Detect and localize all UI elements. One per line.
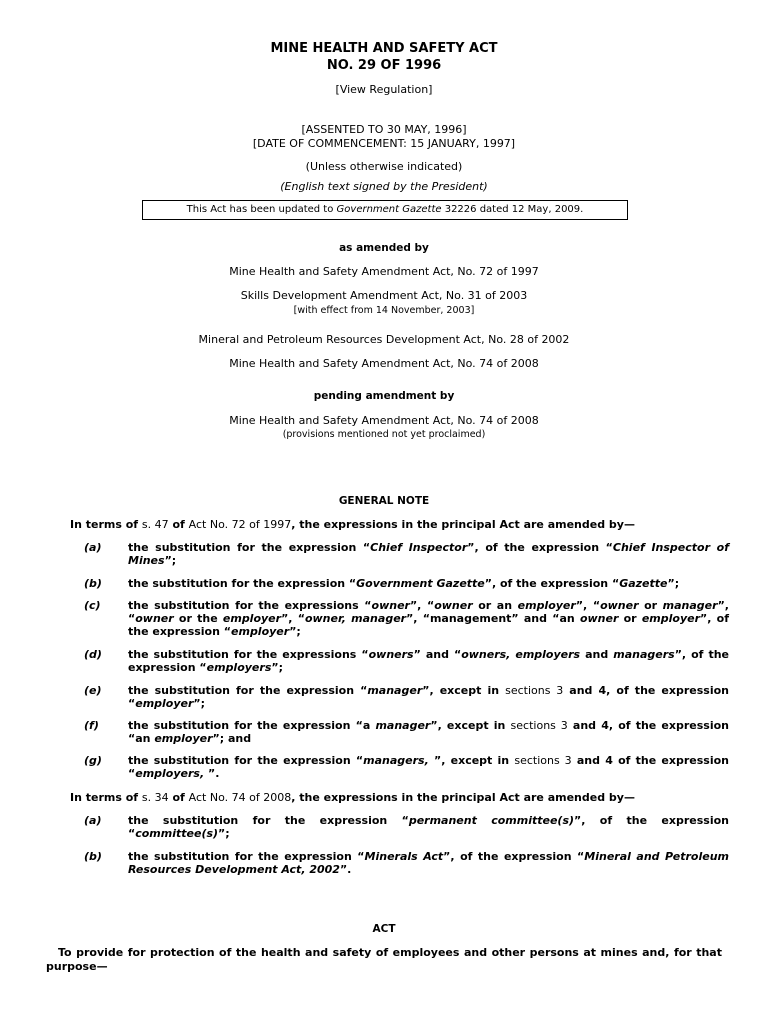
expression-term: owner xyxy=(434,599,473,612)
amendment-text: ”; xyxy=(289,625,301,638)
expression-term: employer xyxy=(222,612,282,625)
amendment-item-text xyxy=(128,648,729,674)
amendment-text: ”, of the expression “ xyxy=(443,850,585,863)
amendment-text: the substitution for the expression “ xyxy=(128,754,364,767)
intro-text: , the expressions in the principal Act are amended by— xyxy=(291,518,635,531)
amendment-text: ”, “ xyxy=(281,612,305,625)
amendment-item-label: (c) xyxy=(84,599,101,612)
amendment-item xyxy=(84,850,729,876)
amendment-item-label: (e) xyxy=(84,684,102,697)
amendment-text: the substitution for the expression “ xyxy=(128,850,365,863)
amendment-text: ”; xyxy=(271,661,284,674)
expression-term: employers xyxy=(206,661,272,674)
expression-term: owner xyxy=(579,612,619,625)
section-ref[interactable]: s. 34 xyxy=(141,791,169,804)
intro-text: , the expressions in the principal Act are amended by— xyxy=(291,791,635,804)
amendment-item-label: (d) xyxy=(84,648,102,661)
amendment-text: the substitution for the expression “ xyxy=(128,684,368,697)
general-note-heading: GENERAL NOTE xyxy=(338,495,430,507)
amendment-text: ”, “ xyxy=(575,599,601,612)
general-note-intro xyxy=(70,518,730,532)
amendment-item-text xyxy=(128,684,729,710)
amendment-item-label: (a) xyxy=(84,541,102,554)
expression-term: employer xyxy=(517,599,576,612)
expression-term: owners, employers xyxy=(461,648,581,661)
amending-act[interactable]: Mine Health and Safety Amendment Act, No. 74 of 2008 xyxy=(229,357,539,370)
amendment-item xyxy=(84,814,729,840)
amending-act[interactable]: Skills Development Amendment Act, No. 31 of 2003 xyxy=(240,289,528,302)
act-ref[interactable]: Act No. 72 of 1997 xyxy=(188,518,292,531)
amendment-item-text xyxy=(128,850,729,876)
expression-term: Government Gazette xyxy=(356,577,485,590)
amendment-item-text xyxy=(128,719,729,745)
update-prefix: This Act has been updated to xyxy=(186,204,337,215)
section-ref[interactable]: sections 3 xyxy=(510,719,568,732)
amendment-item-label: (b) xyxy=(84,850,102,863)
pending-note: (provisions mentioned not yet proclaimed) xyxy=(282,429,486,440)
update-gazette: Government Gazette xyxy=(336,204,442,215)
amendment-text: ”, “ xyxy=(409,599,435,612)
amendment-text: ”; and xyxy=(212,732,252,745)
amendment-text: the substitution for the expression “ xyxy=(128,541,371,554)
expression-term: committee(s) xyxy=(135,827,219,840)
act-title-line1: MINE HEALTH AND SAFETY ACT xyxy=(270,41,498,56)
expression-term: owner xyxy=(600,599,639,612)
expression-term: employer xyxy=(135,697,194,710)
intro-text: In terms of xyxy=(70,518,142,531)
expression-term: permanent committee(s) xyxy=(408,814,575,827)
amendment-text: and 4 of the expression “ xyxy=(128,754,730,780)
act-title xyxy=(0,40,768,74)
amendment-text: ”; xyxy=(667,577,680,590)
amendment-item-label: (g) xyxy=(84,754,102,767)
amendment-text: ”; xyxy=(193,697,206,710)
act-title-line2: NO. 29 OF 1996 xyxy=(326,58,442,73)
update-suffix: 32226 dated 12 May, 2009. xyxy=(441,204,584,215)
expression-term: employer xyxy=(641,612,701,625)
amendment-text: ”, of the expression “ xyxy=(128,612,729,638)
expression-term: employer xyxy=(231,625,290,638)
unless-indicated: (Unless otherwise indicated) xyxy=(305,160,463,173)
intro-text: In terms of xyxy=(70,791,142,804)
amendment-text: ”, except in xyxy=(430,719,511,732)
section-ref[interactable]: s. 47 xyxy=(141,518,169,531)
intro-text: of xyxy=(168,518,189,531)
amendment-item-label: (f) xyxy=(84,719,99,732)
expression-term: owners xyxy=(368,648,414,661)
expression-term: managers xyxy=(613,648,675,661)
amendment-item xyxy=(84,719,729,745)
act-heading: ACT xyxy=(372,923,396,935)
expression-term: employers, xyxy=(135,767,208,780)
amendment-text: ”. xyxy=(207,767,220,780)
amendment-text: ” and “ xyxy=(413,648,462,661)
amendment-text: ”; xyxy=(164,554,177,567)
amendment-text: ”, of the expression “ xyxy=(128,814,729,840)
amendment-text: the substitution for the expression “a xyxy=(128,719,376,732)
section-ref[interactable]: sections 3 xyxy=(505,684,564,697)
amendment-item xyxy=(84,684,729,710)
amendment-text: the substitution for the expressions “ xyxy=(128,648,369,661)
amendment-item-text xyxy=(128,541,729,567)
expression-term: owner xyxy=(371,599,410,612)
amendment-text: ”, of the expression “ xyxy=(484,577,620,590)
amendment-text: ”, except in xyxy=(422,684,506,697)
amendment-text: ”, of the expression “ xyxy=(467,541,613,554)
expression-term: owner xyxy=(135,612,174,625)
amendment-text: ”, “management” and “an xyxy=(406,612,580,625)
amendment-item xyxy=(84,648,729,674)
pending-act[interactable]: Mine Health and Safety Amendment Act, No. 74 of 2008 xyxy=(229,414,539,427)
expression-term: manager xyxy=(367,684,423,697)
amendment-item-text xyxy=(128,814,729,840)
amendment-item-text xyxy=(128,754,729,780)
expression-term: Minerals Act xyxy=(364,850,444,863)
amendment-item-text xyxy=(128,599,729,638)
amending-act-effect: [with effect from 14 November, 2003] xyxy=(293,305,475,316)
amendment-text: ”; xyxy=(218,827,230,840)
amendment-item xyxy=(84,599,729,638)
amendment-text: ”, of the expression “ xyxy=(128,648,730,674)
amendment-text: ”, “ xyxy=(128,599,729,625)
amendment-item xyxy=(84,754,729,780)
amendment-item-label: (a) xyxy=(84,814,102,827)
act-preamble: To provide for protection of the health and safety of employees and other persons at mines and, for that purpose— xyxy=(46,946,722,973)
amendment-text: the substitution for the expressions “ xyxy=(128,599,372,612)
expression-term: Chief Inspector xyxy=(370,541,468,554)
view-regulation-row xyxy=(0,83,768,96)
amendment-item-label: (b) xyxy=(84,577,102,590)
amendment-text: or xyxy=(618,612,642,625)
expression-term: manager xyxy=(662,599,718,612)
commencement-date: [DATE OF COMMENCEMENT: 15 JANUARY, 1997] xyxy=(252,137,516,150)
expression-term: Mineral and Petroleum Resources Development Act, 2002 xyxy=(128,850,730,876)
update-notice-box xyxy=(142,200,628,220)
view-regulation-link[interactable]: [View Regulation] xyxy=(335,83,433,96)
amendment-text: ”, except in xyxy=(434,754,515,767)
amendment-text: the substitution for the expression “ xyxy=(128,577,357,590)
amendment-text: or xyxy=(638,599,663,612)
assented-date: [ASSENTED TO 30 MAY, 1996] xyxy=(301,123,467,136)
amending-act[interactable]: Mineral and Petroleum Resources Development Act, No. 28 of 2002 xyxy=(198,333,570,346)
amendment-text: and xyxy=(580,648,614,661)
expression-term: employer xyxy=(154,732,213,745)
expression-term: Chief Inspector of Mines xyxy=(128,541,729,567)
expression-term: managers, xyxy=(363,754,434,767)
amendment-text: and 4, of the expression “an xyxy=(128,719,730,745)
amendment-item-text xyxy=(128,577,729,590)
amendment-text: or an xyxy=(472,599,518,612)
amending-act[interactable]: Mine Health and Safety Amendment Act, No. 72 of 1997 xyxy=(229,265,539,278)
amended-by-heading: as amended by xyxy=(339,242,429,254)
amendment-text: or the xyxy=(173,612,223,625)
amendment-text: and 4, of the expression “ xyxy=(128,684,729,710)
assent-info xyxy=(0,123,768,151)
expression-term: owner, manager xyxy=(304,612,407,625)
general-note-intro xyxy=(70,791,730,805)
pending-heading: pending amendment by xyxy=(313,390,455,402)
expression-term: manager xyxy=(375,719,431,732)
intro-text: of xyxy=(168,791,189,804)
expression-term: Gazette xyxy=(619,577,668,590)
amendment-text: ”. xyxy=(339,863,352,876)
act-ref[interactable]: Act No. 74 of 2008 xyxy=(188,791,292,804)
section-ref[interactable]: sections 3 xyxy=(514,754,572,767)
amendment-item xyxy=(84,577,729,590)
amendment-item xyxy=(84,541,729,567)
amendment-text: the substitution for the expression “ xyxy=(128,814,409,827)
english-text-note: (English text signed by the President) xyxy=(280,180,488,193)
